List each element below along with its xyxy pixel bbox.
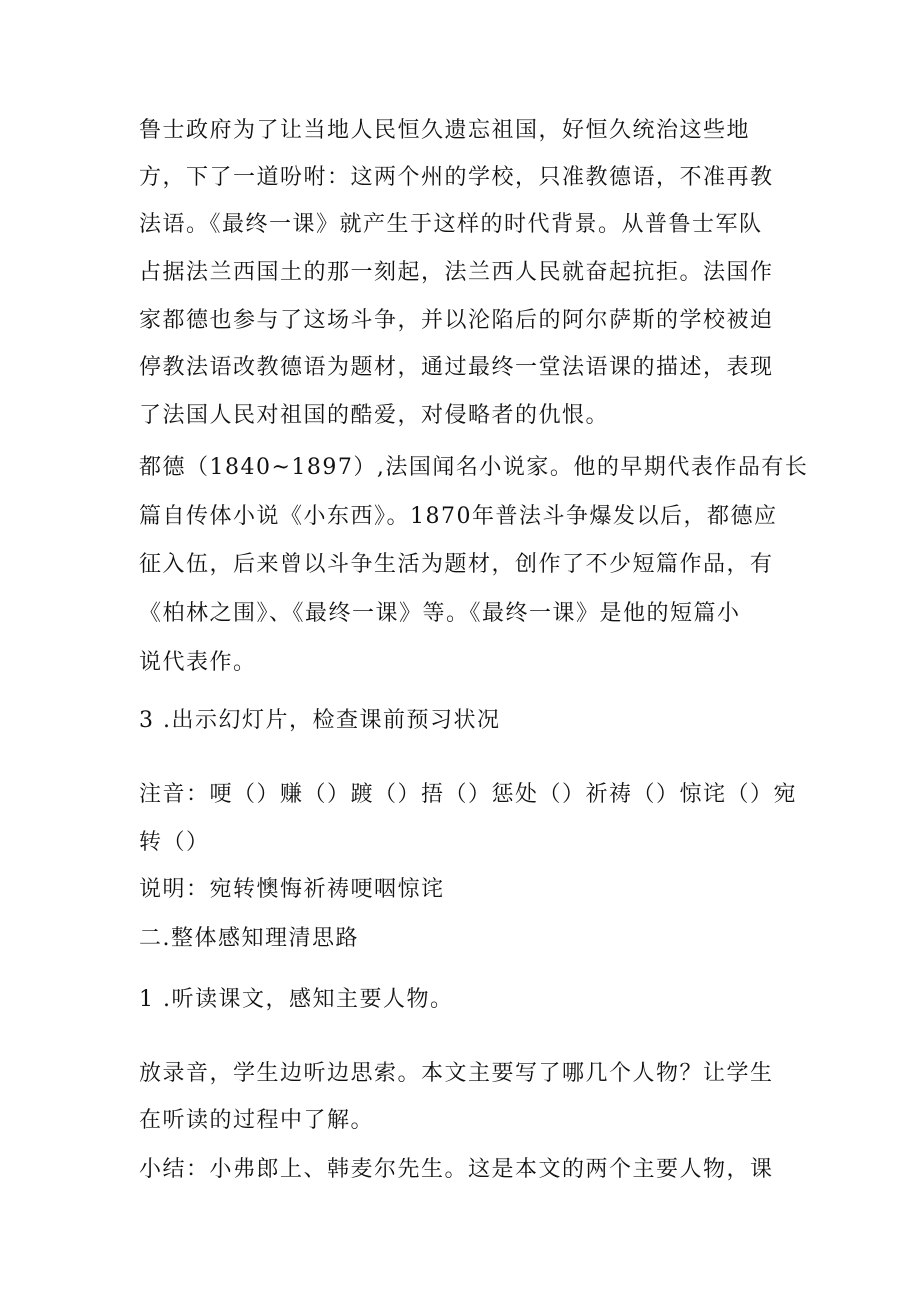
paragraph-2-line-3: 征入伍，后来曾以斗争生活为题材，创作了不少短篇作品，有 (139, 552, 774, 577)
paragraph-2-line-2: 篇自传体小说《小东西》。1870年普法斗争爆发以后，都德应 (139, 504, 778, 529)
pinyin-task-line-1: 注音：哽（）赚（）踱（）捂（）惩处（）祈祷（）惊诧（）宛 (139, 782, 798, 807)
paragraph-1-line-4: 占据法兰西国土的那一刻起，法兰西人民就奋起抗拒。法国作 (139, 260, 774, 285)
paragraph-2-line-5: 说代表作。 (139, 650, 257, 675)
paragraph-2-line-4: 《柏林之围》、《最终一课》等。《最终一课》是他的短篇小 (139, 601, 741, 626)
paragraph-2-line-1: 都德（1840~1897）,法国闻名小说家。他的早期代表作品有长 (139, 455, 809, 480)
pinyin-task-line-2: 转（） (139, 830, 210, 855)
paragraph-1-line-1: 鲁士政府为了让当地人民恒久遗忘祖国，好恒久统治这些地 (139, 118, 751, 143)
paragraph-3-line-1: 放录音，学生边听边思索。本文主要写了哪几个人物？让学生 (139, 1061, 774, 1086)
paragraph-1-line-6: 停教法语改教德语为题材，通过最终一堂法语课的描述，表现 (139, 355, 774, 380)
summary-line: 小结：小弗郎上、韩麦尔先生。这是本文的两个主要人物，课 (139, 1157, 774, 1182)
item-1-heading: 1 .听读课文，感知主要人物。 (139, 987, 454, 1012)
item-3-heading: 3 .出示幻灯片，检查课前预习状况 (139, 708, 501, 733)
paragraph-1-line-2: 方，下了一道吩咐：这两个州的学校，只准教德语，不准再教 (139, 165, 774, 190)
paragraph-1-line-3: 法语。《最终一课》就产生于这样的时代背景。从普鲁士军队 (139, 212, 763, 237)
section-2-heading: 二.整体感知理清思路 (139, 926, 359, 951)
paragraph-3-line-2: 在听读的过程中了解。 (139, 1108, 375, 1133)
paragraph-1-line-7: 了法国人民对祖国的酷爱，对侵略者的仇恨。 (139, 403, 610, 428)
paragraph-1-line-5: 家都德也参与了这场斗争，并以沦陷后的阿尔萨斯的学校被迫 (139, 308, 774, 333)
explain-line: 说明：宛转懊悔祈祷哽咽惊诧 (139, 877, 445, 902)
